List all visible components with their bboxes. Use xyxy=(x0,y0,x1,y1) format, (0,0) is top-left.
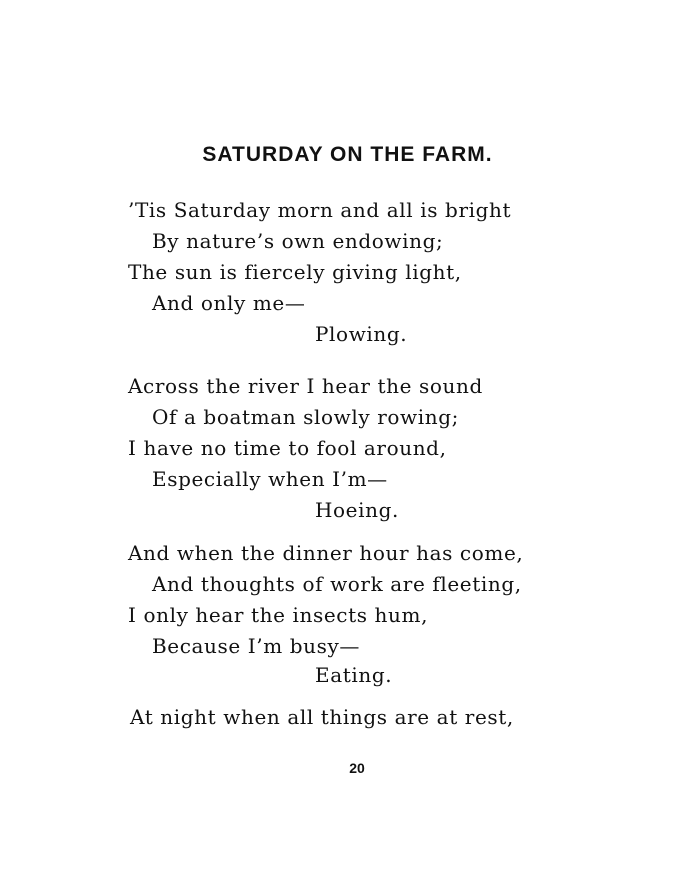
poem-refrain: Hoeing. xyxy=(315,498,399,522)
poem-line: And thoughts of work are fleeting, xyxy=(152,572,522,596)
poem-refrain: Eating. xyxy=(315,663,393,687)
page-number: 20 xyxy=(349,760,365,776)
poem-line: Across the river I hear the sound xyxy=(128,374,483,398)
poem-title: SATURDAY ON THE FARM. xyxy=(202,143,493,166)
poem-line: The sun is fiercely giving light, xyxy=(128,260,462,284)
poem-line: And only me— xyxy=(152,291,306,315)
poem-refrain: Plowing. xyxy=(315,322,408,346)
poem-line: Because I’m busy— xyxy=(152,634,361,658)
poem-line: And when the dinner hour has come, xyxy=(128,541,524,565)
poem-line: I only hear the insects hum, xyxy=(128,603,429,627)
poem-line: Of a boatman slowly rowing; xyxy=(152,405,459,429)
poem-line: Especially when I’m— xyxy=(152,467,388,491)
poem-line: I have no time to fool around, xyxy=(128,436,447,460)
poem-line: By nature’s own endowing; xyxy=(152,229,444,253)
poem-line: At night when all things are at rest, xyxy=(130,705,514,729)
poem-line: ’Tis Saturday morn and all is bright xyxy=(128,198,512,222)
